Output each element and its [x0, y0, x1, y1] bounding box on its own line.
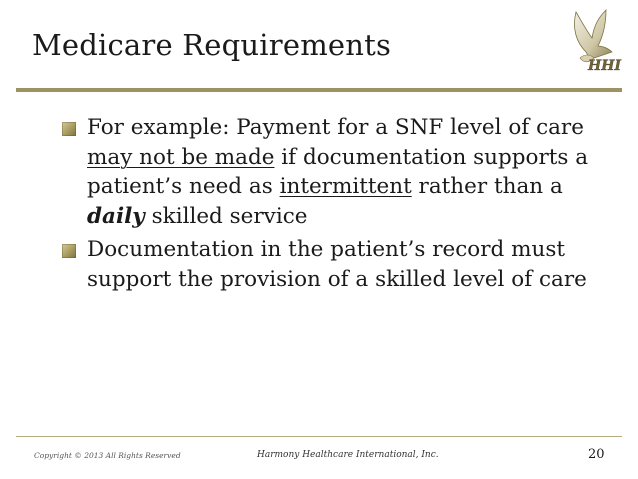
square-bullet-icon: [62, 122, 76, 136]
footer-company-name: Harmony Healthcare International, Inc.: [257, 450, 439, 460]
square-bullet-icon: [62, 244, 76, 258]
bullet-list: [62, 113, 602, 298]
footer-copyright: Copyright © 2013 All Rights Reserved: [34, 451, 181, 460]
bullet-text: [87, 115, 588, 229]
text-run: skilled service: [144, 203, 308, 229]
footer-divider: [16, 436, 622, 437]
underlined-text: may not be made: [87, 144, 275, 170]
title-divider: [16, 88, 622, 92]
text-run: if documentation supports a patient’s need as: [87, 144, 589, 199]
bullet-item: [62, 113, 602, 231]
hhi-dove-logo: [566, 8, 622, 74]
page-number: 20: [588, 447, 605, 462]
slide-title: Medicare Requirements: [32, 28, 392, 62]
bullet-text: Documentation in the patient’s record must support the provision of a skilled level of care: [87, 237, 587, 292]
text-run: rather than a: [411, 174, 563, 199]
underlined-text: intermittent: [279, 174, 412, 199]
text-run: For example: Payment for a SNF level of care: [87, 115, 584, 140]
bullet-item: [62, 235, 602, 294]
emphasized-text: daily: [87, 203, 145, 229]
logo-text: HHI: [588, 58, 622, 74]
